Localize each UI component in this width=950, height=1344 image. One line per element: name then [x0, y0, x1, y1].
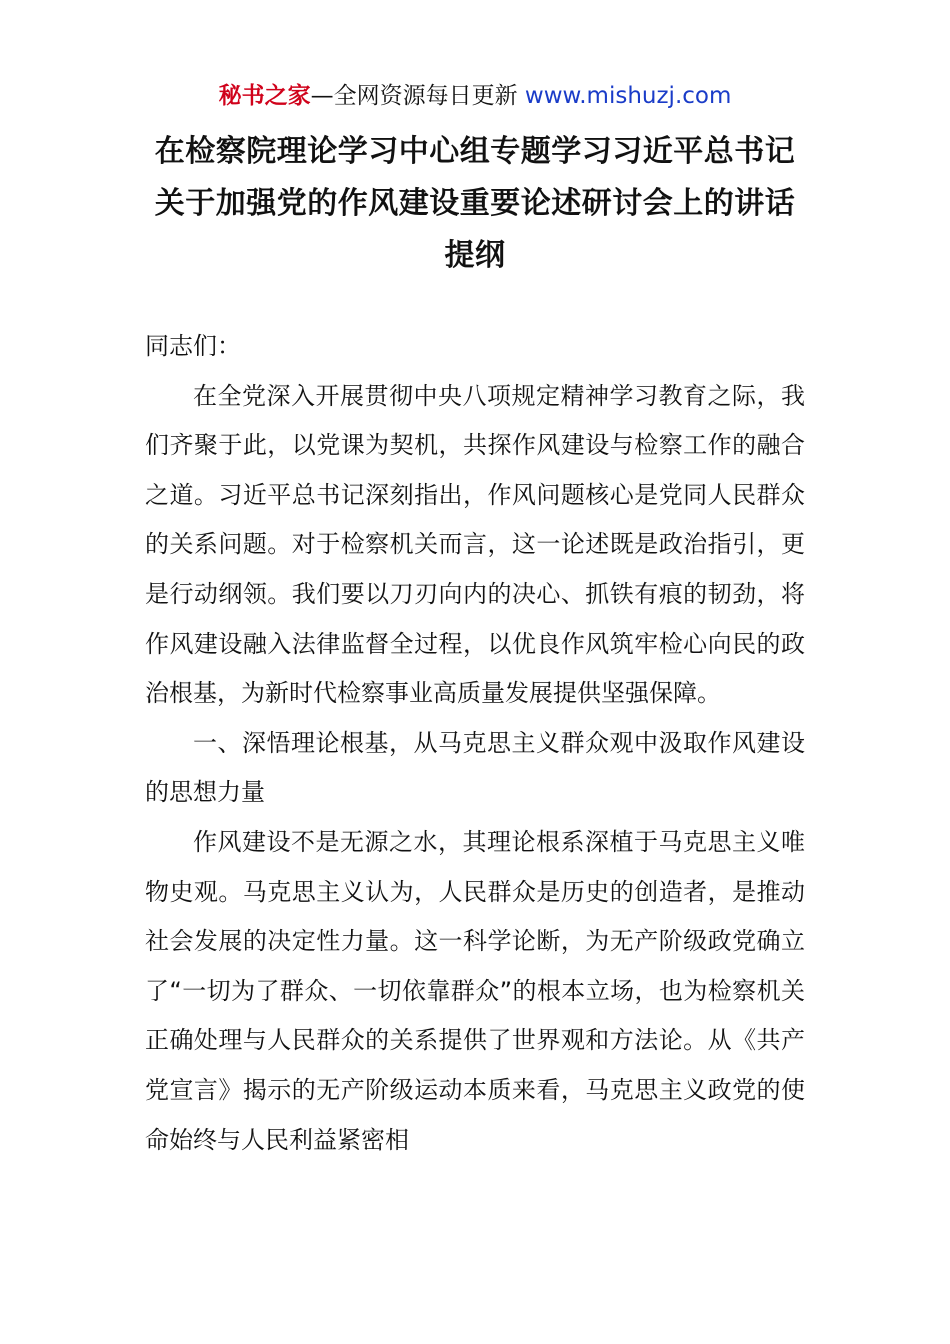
- site-tagline: —全网资源每日更新: [310, 83, 525, 109]
- site-brand: 秘书之家: [218, 83, 311, 109]
- paragraph-intro: 在全党深入开展贯彻中央八项规定精神学习教育之际，我们齐聚于此，以党课为契机，共探作风建设与检察工作的融合之道。习近平总书记深刻指出，作风问题核心是党同人民群众的关系问题。对于检察机关而言，这一论述既是政治指引，更是行动纲领。我们要以刀刃向内的决心、抓铁有痕的韧劲，将作风建设融入法律监督全过程，以优良作风筑牢检心向民的政治根基，为新时代检察事业高质量发展提供坚强保障。: [145, 381, 805, 708]
- document-title: 在检察院理论学习中心组专题学习习近平总书记关于加强党的作风建设重要论述研讨会上的讲话提纲: [154, 134, 796, 273]
- paragraph-section-1: 作风建设不是无源之水，其理论根系深植于马克思主义唯物史观。马克思主义认为，人民群众是历史的创造者，是推动社会发展的决定性力量。这一科学论断，为无产阶级政党确立了“一切为了群众、一切依靠群众”的根本立场，也为检察机关正确处理与人民群众的关系提供了世界观和方法论。从《共产党宣言》揭示的无产阶级运动本质来看，马克思主义政党的使命始终与人民利益紧密相: [145, 827, 805, 1154]
- site-url-link[interactable]: www.mishuzj.com: [524, 83, 732, 109]
- section-heading-1: 一、深悟理论根基，从马克思主义群众观中汲取作风建设的思想力量: [145, 728, 805, 807]
- document-body: [145, 322, 805, 1165]
- site-header: [0, 80, 950, 112]
- salutation: 同志们：: [145, 332, 241, 360]
